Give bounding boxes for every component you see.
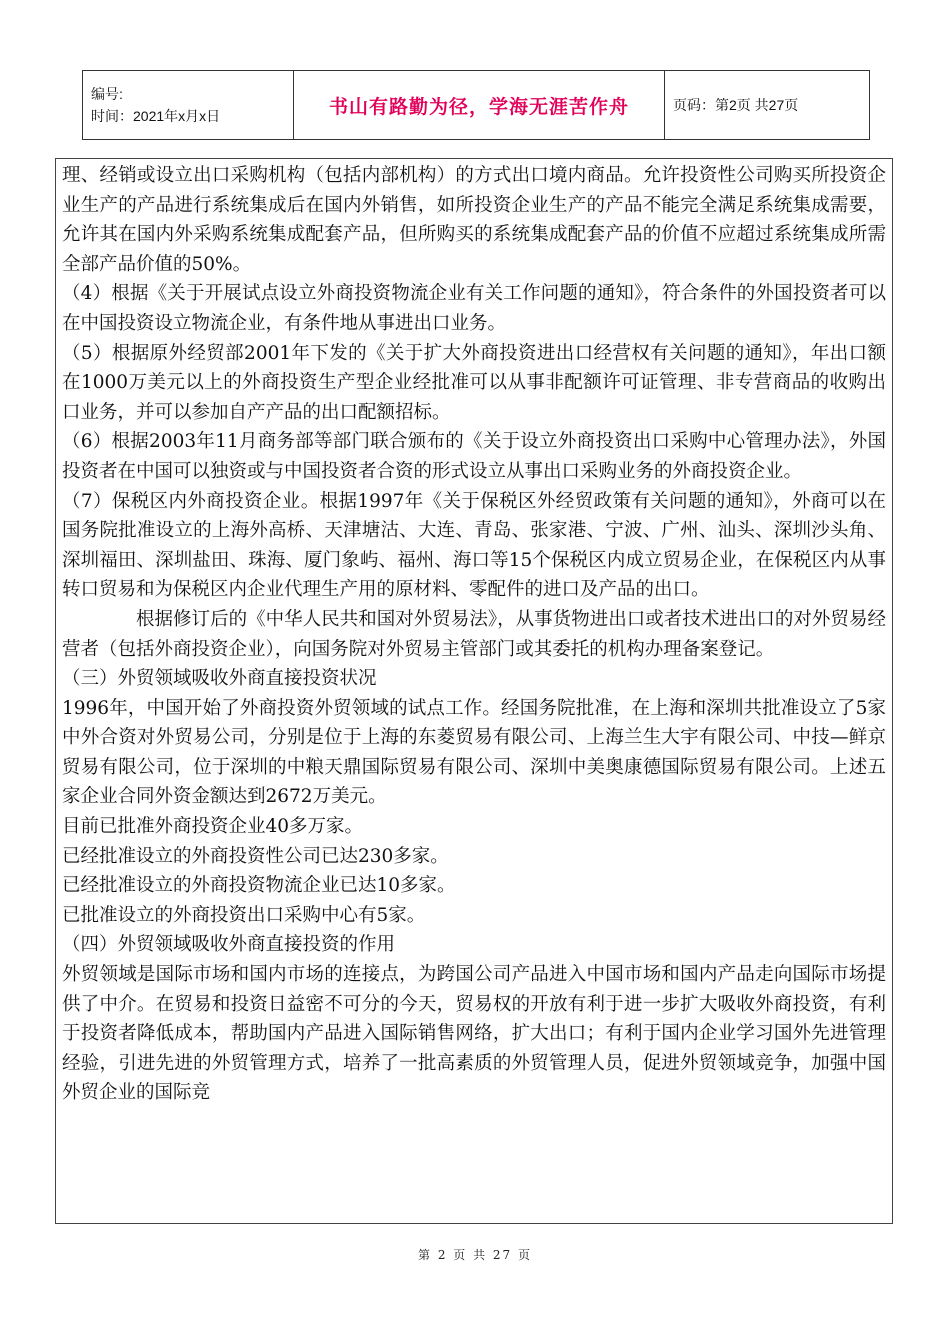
paragraph: 目前已批准外商投资企业40多万家。 xyxy=(62,816,364,838)
paragraph: （5）根据原外经贸部2001年下发的《关于扩大外商投资进出口经营权有关问题的通知》，年出口额在1000万美元以上的外商投资生产型企业经批准可以从事非配额许可证管理、非专营商品的收购出口业务，并可以参加自产产品的出口配额招标。 xyxy=(62,342,886,423)
paragraph: 外贸领域是国际市场和国内市场的连接点，为跨国公司产品进入中国市场和国内产品走向国际市场提供了中介。在贸易和投资日益密不可分的今天，贸易权的开放有利于进一步扩大吸收外商投资，有利于投资者降低成本，帮助国内产品进入国际销售网络，扩大出口；有利于国内企业学习国外先进管理经验，引进先进的外贸管理方式，培养了一批高素质的外贸管理人员，促进外贸领域竞争，加强中国外贸企业的国际竞 xyxy=(62,964,886,1104)
paragraph: 已批准设立的外商投资出口采购中心有5家。 xyxy=(62,904,426,926)
time-label: 时间：2021年x月x日 xyxy=(91,108,221,124)
header-motto-cell xyxy=(294,71,665,140)
paragraph: （4）根据《关于开展试点设立外商投资物流企业有关工作问题的通知》，符合条件的外国投资者可以在中国投资设立物流企业，有条件地从事进出口业务。 xyxy=(62,283,886,334)
page-info: 页码：第2页 共27页 xyxy=(665,71,870,140)
page-footer: 第 2 页 共 27 页 xyxy=(418,1248,532,1262)
paragraph: 已经批准设立的外商投资物流企业已达10多家。 xyxy=(62,875,456,897)
paragraph: 理、经销或设立出口采购机构（包括内部机构）的方式出口境内商品。允许投资性公司购买所投资企业生产的产品进行系统集成后在国内外销售，如所投资企业生产的产品不能完全满足系统集成需要，允许其在国内外采购系统集成配套产品，但所购买的系统集成配套产品的价值不应超过系统集成所需全部产品价值的50%。 xyxy=(62,165,886,275)
motto: 书山有路勤为径，学海无涯苦作舟 xyxy=(328,95,629,118)
header-meta xyxy=(83,71,294,140)
section-heading: （四）外贸领域吸收外商直接投资的作用 xyxy=(62,934,396,956)
paragraph: 1996年，中国开始了外商投资外贸领域的试点工作。经国务院批准，在上海和深圳共批准设立了5家中外合资对外贸易公司，分别是位于上海的东菱贸易有限公司、上海兰生大宇有限公司、中技—鲜京贸易有限公司，位于深圳的中粮天鼎国际贸易有限公司、深圳中美奥康德国际贸易有限公司。上述五家企业合同外资金额达到2672万美元。 xyxy=(62,697,886,808)
content-box xyxy=(55,158,893,1224)
paragraph: 根据修订后的《中华人民共和国对外贸易法》，从事货物进出口或者技术进出口的对外贸易经营者（包括外商投资企业），向国务院对外贸易主管部门或其委托的机构办理备案登记。 xyxy=(62,608,886,660)
paragraph: 已经批准设立的外商投资性公司已达230多家。 xyxy=(62,845,449,867)
paragraph: （7）保税区内外商投资企业。根据1997年《关于保税区外经贸政策有关问题的通知》，外商可以在国务院批准设立的上海外高桥、天津塘沽、大连、青岛、张家港、宁波、广州、汕头、深圳沙头角、深圳福田、深圳盐田、珠海、厦门象屿、福州、海口等15个保税区内成立贸易企业，在保税区内从事转口贸易和为保税区内企业代理生产用的原材料、零配件的进口及产品的出口。 xyxy=(62,490,886,601)
section-heading: （三）外贸领域吸收外商直接投资状况 xyxy=(62,668,377,690)
number-label: 编号: xyxy=(91,86,123,102)
paragraph: （6）根据2003年11月商务部等部门联合颁布的《关于设立外商投资出口采购中心管理办法》，外国投资者在中国可以独资或与中国投资者合资的形式设立从事出口采购业务的外商投资企业。 xyxy=(62,431,886,482)
header-table xyxy=(82,70,870,140)
